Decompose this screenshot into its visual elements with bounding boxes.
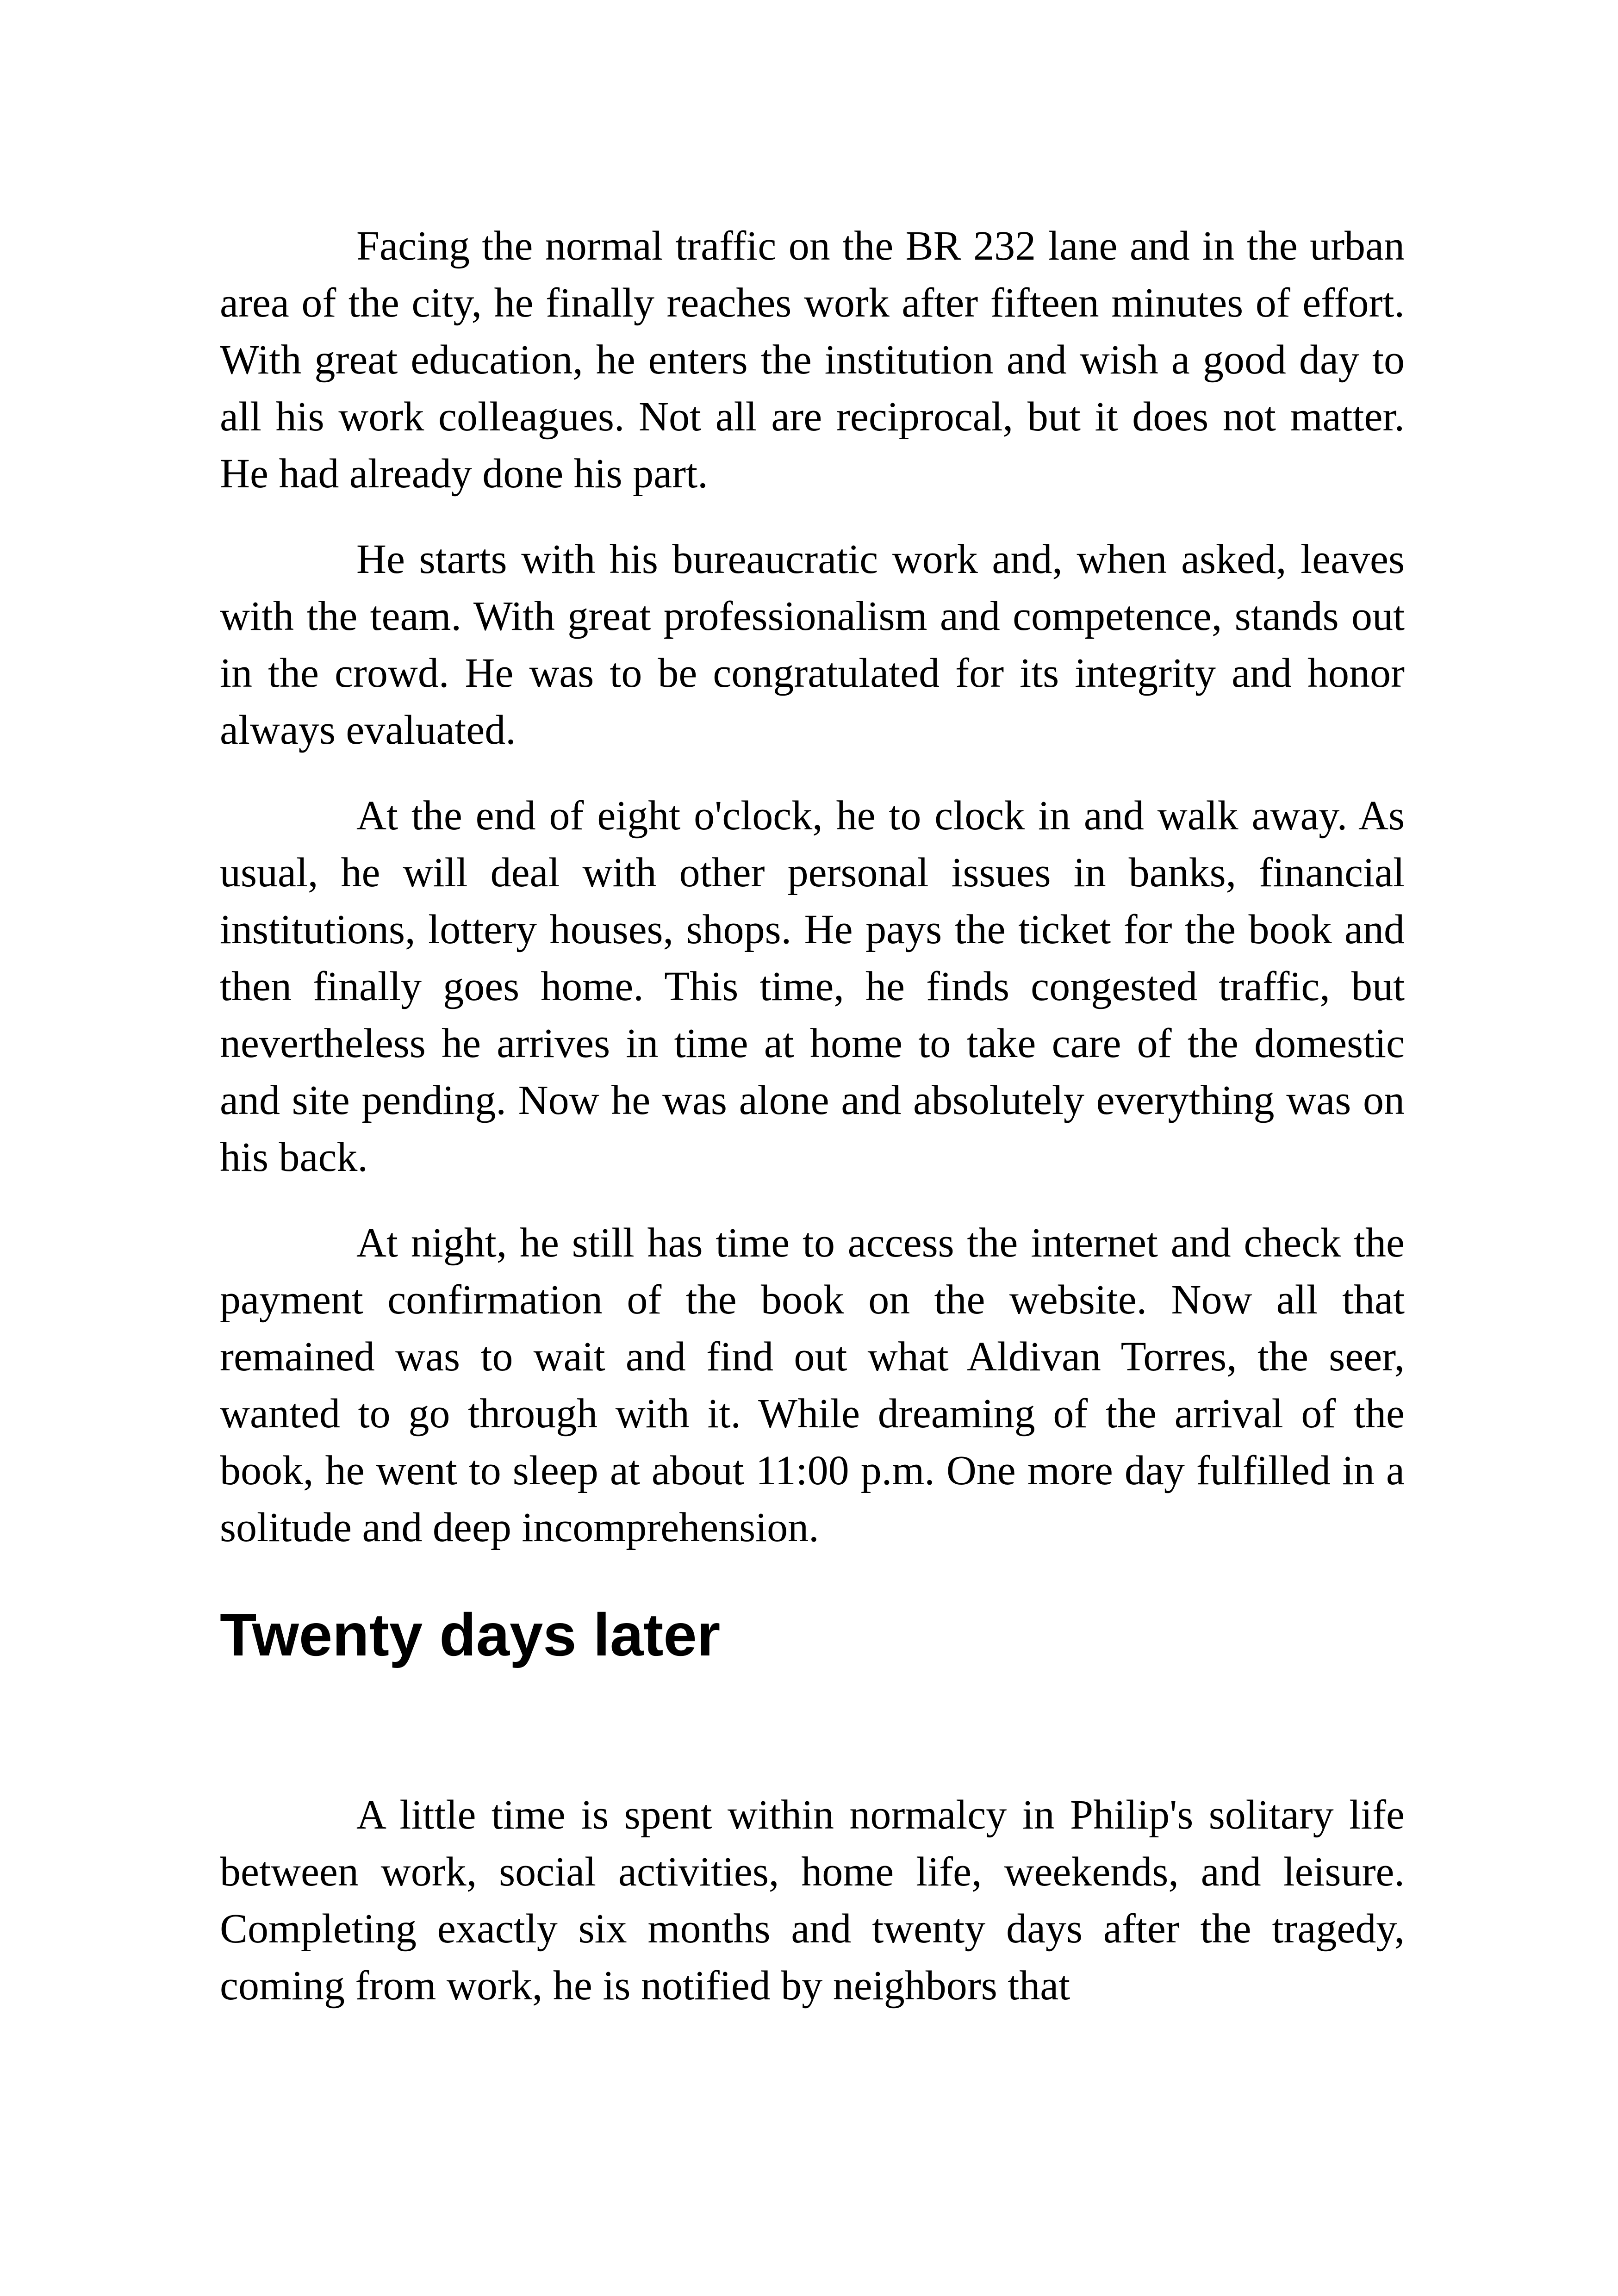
- section-body-text: [220, 1786, 1405, 2014]
- paragraph-solitary-life: A little time is spent within normalcy in Philip's solitary life between work, social activities, home life, weekends, and leisure. Completing exactly six months and twenty days after the tragedy, coming from work, he is notified by neighbors that: [220, 1792, 1405, 2009]
- paragraph-end-of-workday: At the end of eight o'clock, he to clock in and walk away. As usual, he will deal with other personal issues in banks, financial institutions, lottery houses, shops. He pays the ticket for the book and then finally goes home. This time, he finds congested traffic, but nevertheless he arrives in time at home to take care of the domestic and site pending. Now he was alone and absolutely everything was on his back.: [220, 793, 1405, 1180]
- section-heading: Twenty days later: [220, 1601, 721, 1668]
- paragraph-traffic-to-work: Facing the normal traffic on the BR 232 lane and in the urban area of the city, he finally reaches work after fifteen minutes of effort. With great education, he enters the institution and wish a good day to all his work colleagues. Not all are reciprocal, but it does not matter. He had already done his part.: [220, 223, 1405, 497]
- body-text: [220, 218, 1405, 1672]
- paragraph-night-internet: At night, he still has time to access the internet and check the payment confirmation of the book on the website. Now all that remained was to wait and find out what Aldivan Torres, the seer, wanted to go through with it. While dreaming of the arrival of the book, he went to sleep at about 11:00 p.m. One more day fulfilled in a solitude and deep incomprehension.: [220, 1220, 1405, 1550]
- paragraph-bureaucratic-work: He starts with his bureaucratic work and, when asked, leaves with the team. With great professionalism and competence, stands out in the crowd. He was to be congratulated for its integrity and honor always evaluated.: [220, 536, 1405, 753]
